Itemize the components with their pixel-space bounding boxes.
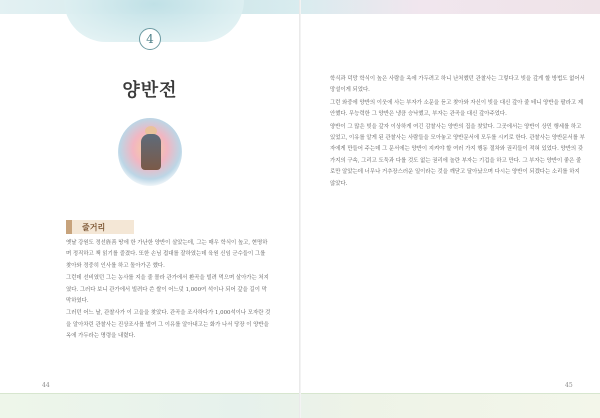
illustration-figure-body [141, 134, 161, 170]
paragraph: 학식과 덕망 학식이 높은 사람을 옥에 가두려고 하니 난처했던 관찰사는 그렇다고 빚을 갚게 할 방법도 없어서 망설이게 되었다. [330, 76, 585, 94]
chapter-title: 양반전 [122, 80, 178, 101]
page-number-left: 44 [42, 382, 50, 389]
chapter-number: 4 [146, 32, 154, 46]
chapter-number-badge [139, 28, 161, 50]
paragraph: 그러던 어느 날, 관찰사가 이 고을을 찾았다. 관곡을 조사하다가 1,000석이나 모자란 것을 알아차린 관찰사는 진상조사를 벌여 그 이유를 알아내고는 화가 나서 당장 이 양반을 옥에 가두라는 명령을 내렸다. [66, 310, 271, 340]
left-body-text [66, 238, 271, 344]
paragraph: 양반이 그 많은 빚을 갚자 이상하게 여긴 감찰사는 양반의 집을 찾았다. 그곳에서는 양반이 상민 행세를 하고 있었고, 이유를 알게 된 관찰사는 사람들을 모아놓고 양반문서에 모두를 시키로 한다. 관찰사는 양반문서를 부자에게 만들어 주는데 그 문서에는 양반이 지켜야 할 여러 가지 행동 절차와 권리들이 적혀 있었다. 양반의 갖가지의 구속, 그리고 도둑과 다를 것도 없는 권리에 놀란 부자는 기겁을 하고 만다. 그 부자는 양반이 좋은 줄로만 알았는데 너무나 거추장스러운 일이라는 것을 깨닫고 달아났으며 다시는 양반이 되겠다는 소리를 하지 않았다. [330, 123, 585, 187]
paragraph: 그런데 선비였던 그는 농사를 지을 줄 몰라 관가에서 환곡을 빌려 먹으며 살아가는 처지였다. 그러다 보니 관가에서 빌려다 쓴 쌀이 어느덧 1,000여 석이나 되어 갚을 길이 막막하였다. [66, 275, 269, 305]
section-title: 줄거리 [82, 221, 106, 232]
section-heading [66, 220, 134, 234]
paragraph: 그런 와중에 양반의 이웃에 사는 부자가 소문을 듣고 찾아와 자신이 빚을 대신 갚아 줄 테니 양반을 팔라고 제안했다. 무능력한 그 양반은 냉큼 승낙했고, 부자는 관곡을 대신 갚아주었다. [330, 99, 584, 118]
right-page [300, 0, 600, 418]
paragraph: 옛날 강원도 정선旌善 땅에 한 가난한 양반이 살았는데, 그는 매우 학식이 높고, 현명하며 정직하고 책 읽기를 즐겼다. 또한 손님 접대를 잘하였는데 육원 신임 군수들이 그를 찾아와 정중히 인사를 하고 돌아가곤 했다. [66, 240, 268, 269]
chapter-illustration [118, 118, 182, 186]
page-number-right: 45 [565, 382, 573, 389]
right-body-text [330, 74, 585, 191]
